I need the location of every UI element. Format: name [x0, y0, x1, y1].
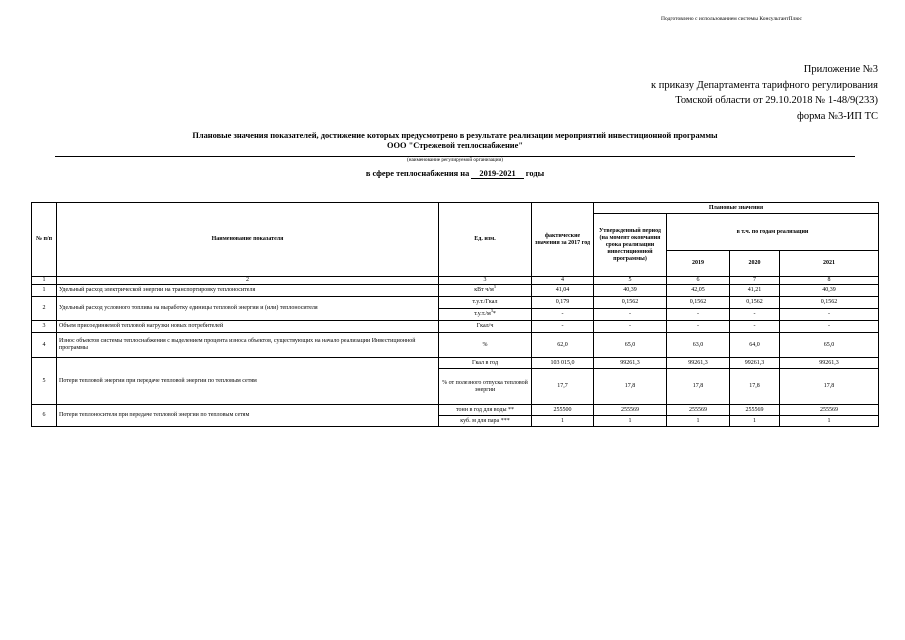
column-number: 5: [594, 277, 667, 285]
value-cell: 99261,3: [594, 358, 667, 369]
value-cell: -: [532, 321, 594, 333]
table-row: [32, 285, 879, 297]
document-title: Плановые значения показателей, достижение которых предусмотрено в результате реализации мероприятий инвестиционной программы: [192, 131, 718, 140]
value-cell: 1: [594, 416, 667, 427]
header-2020: 2020: [730, 251, 780, 277]
row-unit: % от полезного отпуска тепловой энергии: [439, 369, 532, 405]
appendix-line: форма №3-ИП ТС: [797, 110, 878, 122]
row-num: 6: [32, 405, 57, 427]
table-row: [32, 297, 879, 309]
row-num: 4: [32, 333, 57, 358]
appendix-line: к приказу Департамента тарифного регулирования: [650, 79, 878, 91]
organization-hint: (наименование регулируемой организации): [406, 157, 503, 163]
header-actual: фактические значения за 2017 год: [532, 203, 594, 277]
value-cell: 65,0: [780, 333, 879, 358]
sphere-prefix: в сфере теплоснабжения на: [365, 169, 470, 178]
value-cell: 255500: [532, 405, 594, 416]
value-cell: -: [532, 309, 594, 321]
column-number: 6: [667, 277, 730, 285]
value-cell: 255569: [730, 405, 780, 416]
unit-text: кВт ч/м: [474, 287, 494, 293]
row-unit: тонн в год для воды **: [439, 405, 532, 416]
value-cell: 62,0: [532, 333, 594, 358]
row-num: 5: [32, 358, 57, 405]
sphere-line: [60, 169, 850, 179]
value-cell: -: [730, 309, 780, 321]
column-number: 3: [439, 277, 532, 285]
appendix-line: Приложение №3: [803, 64, 878, 75]
row-unit: [439, 309, 532, 321]
appendix-line: Томской области от 29.10.2018 № 1-48/9(233): [675, 95, 878, 106]
table-row: [32, 358, 879, 369]
unit-tail: *: [492, 311, 496, 317]
value-cell: 0,1562: [594, 297, 667, 309]
value-cell: 0,1562: [780, 297, 879, 309]
value-cell: 103 015,0: [532, 358, 594, 369]
row-unit: Гкал/ч: [439, 321, 532, 333]
value-cell: 99261,3: [780, 358, 879, 369]
value-cell: 1: [667, 416, 730, 427]
row-num: 2: [32, 297, 57, 321]
value-cell: -: [730, 321, 780, 333]
row-num: 1: [32, 285, 57, 297]
row-unit: т.у.т./Гкал: [439, 297, 532, 309]
column-number-row: [32, 277, 879, 285]
column-number: 4: [532, 277, 594, 285]
table-row: [32, 405, 879, 416]
row-unit: %: [439, 333, 532, 358]
column-number: 7: [730, 277, 780, 285]
header-2019: 2019: [667, 251, 730, 277]
sphere-suffix: годы: [525, 169, 545, 178]
document-heading: [60, 131, 850, 151]
value-cell: 40,39: [594, 285, 667, 297]
column-number: 8: [780, 277, 879, 285]
value-cell: -: [667, 309, 730, 321]
value-cell: 99261,3: [667, 358, 730, 369]
row-name: Потери теплоносителя при передаче тепловой энергии по тепловым сетям: [57, 405, 439, 427]
value-cell: 65,0: [594, 333, 667, 358]
organization-name: ООО "Стрежевой теплоснабжение": [386, 141, 523, 150]
table-row: [32, 333, 879, 358]
value-cell: 17,8: [780, 369, 879, 405]
value-cell: 41,21: [730, 285, 780, 297]
value-cell: 42,05: [667, 285, 730, 297]
years-range: 2019-2021: [471, 169, 523, 179]
row-unit: куб. м для пара ***: [439, 416, 532, 427]
header-planned: Плановые значения: [594, 203, 879, 214]
value-cell: 64,0: [730, 333, 780, 358]
value-cell: 17,8: [730, 369, 780, 405]
value-cell: 1: [730, 416, 780, 427]
header-name: Наименование показателя: [57, 203, 439, 277]
row-name: Удельный расход условного топлива на выработку единицы тепловой энергии и (или) теплоносителя: [57, 297, 439, 321]
header-approved: Утвержденный период (на момент окончания срока реализации инвестиционной программы): [594, 214, 667, 277]
value-cell: 0,179: [532, 297, 594, 309]
indicators-table: [31, 202, 879, 427]
value-cell: 63,0: [667, 333, 730, 358]
value-cell: -: [594, 321, 667, 333]
value-cell: -: [780, 309, 879, 321]
row-name: Потери тепловой энергии при передаче тепловой энергии по тепловым сетям: [57, 358, 439, 405]
row-unit: Гкал в год: [439, 358, 532, 369]
value-cell: 41,04: [532, 285, 594, 297]
column-number: 1: [32, 277, 57, 285]
value-cell: 1: [532, 416, 594, 427]
value-cell: 0,1562: [730, 297, 780, 309]
value-cell: 17,8: [594, 369, 667, 405]
header-num: № п/п: [32, 203, 57, 277]
header-2021: 2021: [780, 251, 879, 277]
value-cell: -: [780, 321, 879, 333]
value-cell: 1: [780, 416, 879, 427]
row-unit: [439, 285, 532, 297]
row-name: Объем присоединяемой тепловой нагрузки новых потребителей: [57, 321, 439, 333]
header-by-years: в т.ч. по годам реализации: [667, 214, 879, 251]
header-unit: Ед. изм.: [439, 203, 532, 277]
value-cell: 255569: [780, 405, 879, 416]
unit-text: т.у.т./м: [474, 311, 491, 317]
table-row: [32, 321, 879, 333]
value-cell: 99261,3: [730, 358, 780, 369]
column-number: 2: [57, 277, 439, 285]
unit-sup: 3: [490, 308, 493, 313]
consultant-note: Подготовлено с использованием системы КонсультантПлюс: [661, 16, 802, 22]
value-cell: 40,39: [780, 285, 879, 297]
row-name: Удельный расход электрической энергии на транспортировку теплоносителя: [57, 285, 439, 297]
value-cell: -: [594, 309, 667, 321]
unit-sup: 3: [493, 284, 496, 289]
value-cell: 255569: [594, 405, 667, 416]
value-cell: 17,7: [532, 369, 594, 405]
appendix-block: [558, 62, 878, 124]
value-cell: -: [667, 321, 730, 333]
value-cell: 255569: [667, 405, 730, 416]
row-num: 3: [32, 321, 57, 333]
value-cell: 0,1562: [667, 297, 730, 309]
value-cell: 17,8: [667, 369, 730, 405]
row-name: Износ объектов системы теплоснабжения с выделением процента износа объектов, существующих на начало реализации Инвестиционной программы: [57, 333, 439, 358]
